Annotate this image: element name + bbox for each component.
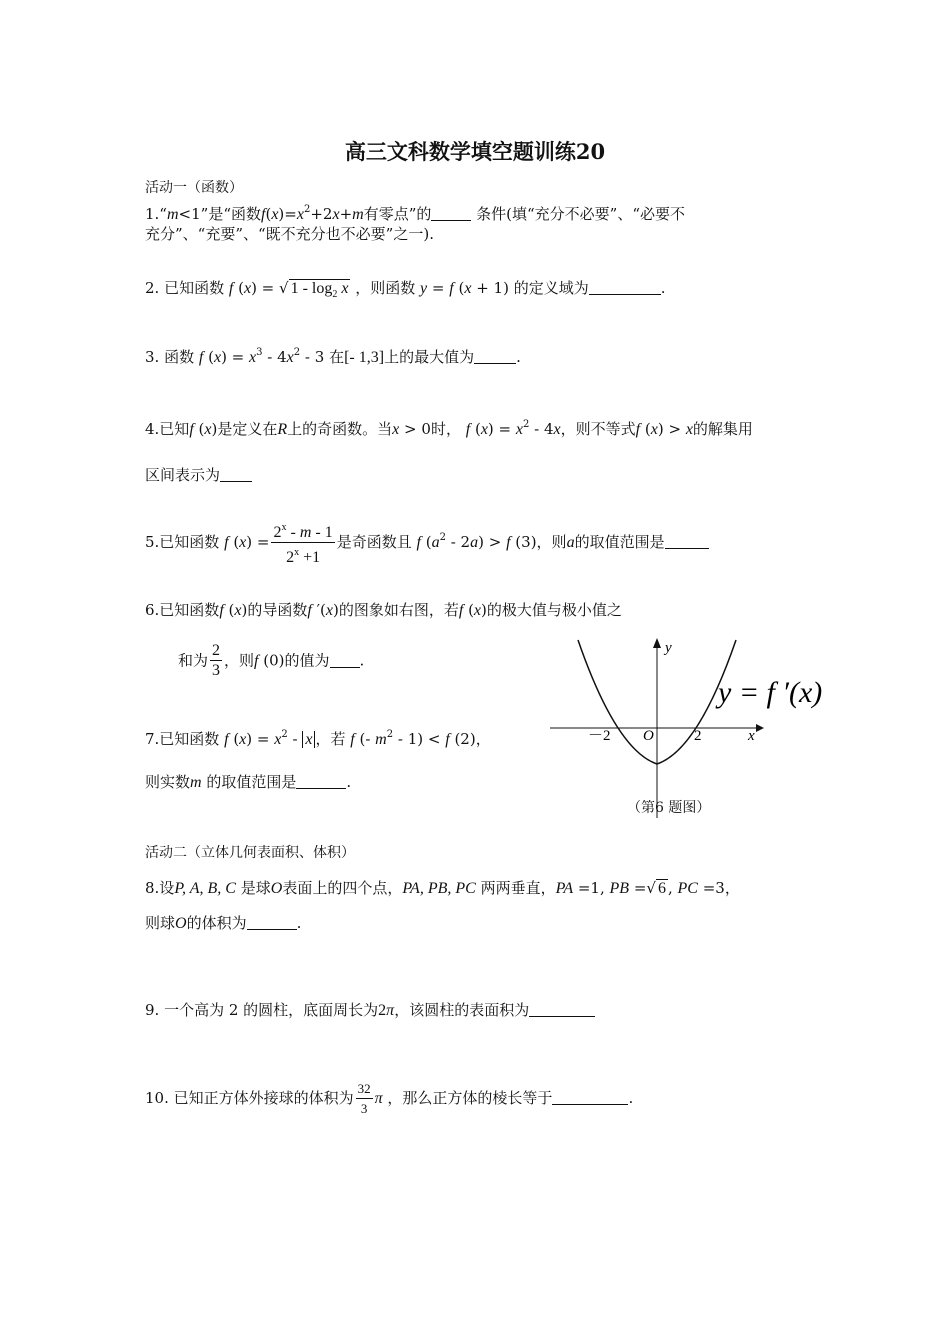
answer-blank-3[interactable] [474,349,516,364]
question-4-line-2: 区间表示为 [145,465,252,485]
answer-blank-5[interactable] [665,534,709,549]
answer-blank-4[interactable] [220,467,252,482]
question-4: 4.已知f (x)是定义在R上的奇函数。当x > 0时， f $(x) = x^2 - 4x$，则不等式f (x) > x的解集用 [145,419,753,438]
origin-label: O [643,728,654,744]
question-3: 3. 函数 f $(x) = x^3 - 4x^2 - 3$ 在[- 1,3]上的最大值为 . [145,347,521,366]
answer-blank-10[interactable] [552,1090,628,1105]
answer-blank-9[interactable] [529,1002,595,1017]
question-8: 8.设P, A, B, C 是球O表面上的四个点，PA, PB, PC 两两垂直，PA =1, PB =√ 6 , PC =3， [145,879,740,897]
question-1-line-2: 充分”、“充要”、“既不充分也不必要”之一). [145,225,434,243]
question-7: 7.已知函数 f $(x) = x^2 - x$ ，若 f (- $m^2 - 1) < f$ (2)， [145,729,491,748]
question-10: 10. 已知正方体外接球的体积为 $\frac{32}{3}$ π ，那么正方体的棱长等于 . [145,1080,634,1116]
question-1: 1.“m<1”是“函数$f(x)=x^2+2x+m$有零点”的 条件(填“充分不必要”、“必要不 [145,204,686,223]
tick-label-neg2: －2 [588,728,611,744]
page-title: 高三文科数学填空题训练20 [344,139,606,164]
question-2: 2. 已知函数 f (x) = √ $1 - \log_2 x$ ，则函数 y = f (x + 1) 的定义域为 . [145,279,666,300]
y-axis-arrow [653,638,661,648]
question-9: 9. 一个高为 2 的圆柱，底面周长为2π，该圆柱的表面积为 [145,1000,595,1021]
figure-caption: （第6 题图） [627,800,711,816]
tick-label-2: 2 [694,728,702,744]
question-8-line-2: 则球O的体积为 . [145,914,302,932]
y-axis-label: y [665,640,672,656]
answer-blank-6[interactable] [330,653,360,668]
curve-label: y = f ′(x) [718,676,823,709]
answer-blank-2[interactable] [589,280,661,295]
answer-blank-8[interactable] [247,915,297,930]
section-heading-functions: 活动一（函数） [145,180,243,196]
section-heading-solid-geometry: 活动二（立体几何表面积、体积） [145,845,355,861]
question-7-line-2: 则实数m 的取值范围是 . [145,773,352,791]
derivative-graph [548,630,823,820]
answer-blank-1[interactable] [431,206,471,221]
answer-blank-7[interactable] [296,774,346,789]
x-axis-arrow [756,724,764,732]
x-axis-label: x [748,728,755,744]
question-6: 6.已知函数f (x)的导函数f ′(x)的图象如右图，若f (x)的极大值与极小值之 [145,601,622,619]
question-5: 5.已知函数 f (x) = $\frac{2^x - m - 1}{2^x +1}$ 是奇函数且 f $(a^2 - 2a) > f$ (3)，则a的取值范围是 [145,518,709,568]
question-6-line-2: 和为 $\frac{2}{3}$ ，则f (0)的值为 . [178,642,365,679]
